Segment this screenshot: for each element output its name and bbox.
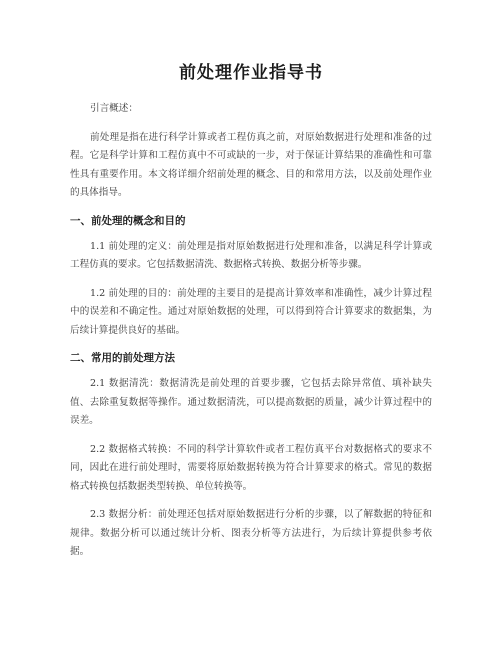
- section-2-paragraph-1: 2.1 数据清洗：数据清洗是前处理的首要步骤，它包括去除异常值、填补缺失值、去除重复数据等操作。通过数据清洗，可以提高数据的质量，减少计算过程中的误差。: [70, 378, 432, 426]
- document-body: [70, 100, 432, 572]
- page-title: 前处理作业指导书: [179, 63, 323, 83]
- section-2-paragraph-2: 2.2 数据格式转换：不同的科学计算软件或者工程仿真平台对数据格式的要求不同，因此在进行前处理时，需要将原始数据转换为符合计算要求的格式。常见的数据格式转换包括数据类型转换、单位转换等。: [70, 443, 432, 492]
- section-1-paragraph-1: 1.1 前处理的定义：前处理是指对原始数据进行处理和准备，以满足科学计算或工程仿真的要求。它包括数据清洗、数据格式转换、数据分析等步骤。: [70, 240, 432, 270]
- section-1-paragraph-2: 1.2 前处理的目的：前处理的主要目的是提高计算效率和准确性，减少计算过程中的误差和不确定性。通过对原始数据的处理，可以得到符合计算要求的数据集，为后续计算提供良好的基础。: [70, 287, 432, 336]
- section-heading-1: 一、前处理的概念和目的: [70, 214, 186, 227]
- intro-label: 引言概述：: [90, 103, 138, 114]
- section-2-paragraph-3: 2.3 数据分析：前处理还包括对原始数据进行分析的步骤，以了解数据的特征和规律。数据分析可以通过统计分析、图表分析等方法进行，为后续计算提供参考依据。: [70, 509, 432, 557]
- section-heading-2: 二、常用的前处理方法: [70, 352, 175, 364]
- intro-paragraph: 前处理是指在进行科学计算或者工程仿真之前，对原始数据进行处理和准备的过程。它是科学计算和工程仿真中不可或缺的一步，对于保证计算结果的准确性和可靠性具有重要作用。本文将详细介绍前处理的概念、目的和常用方法，以及前处理作业的具体指导。: [70, 131, 432, 198]
